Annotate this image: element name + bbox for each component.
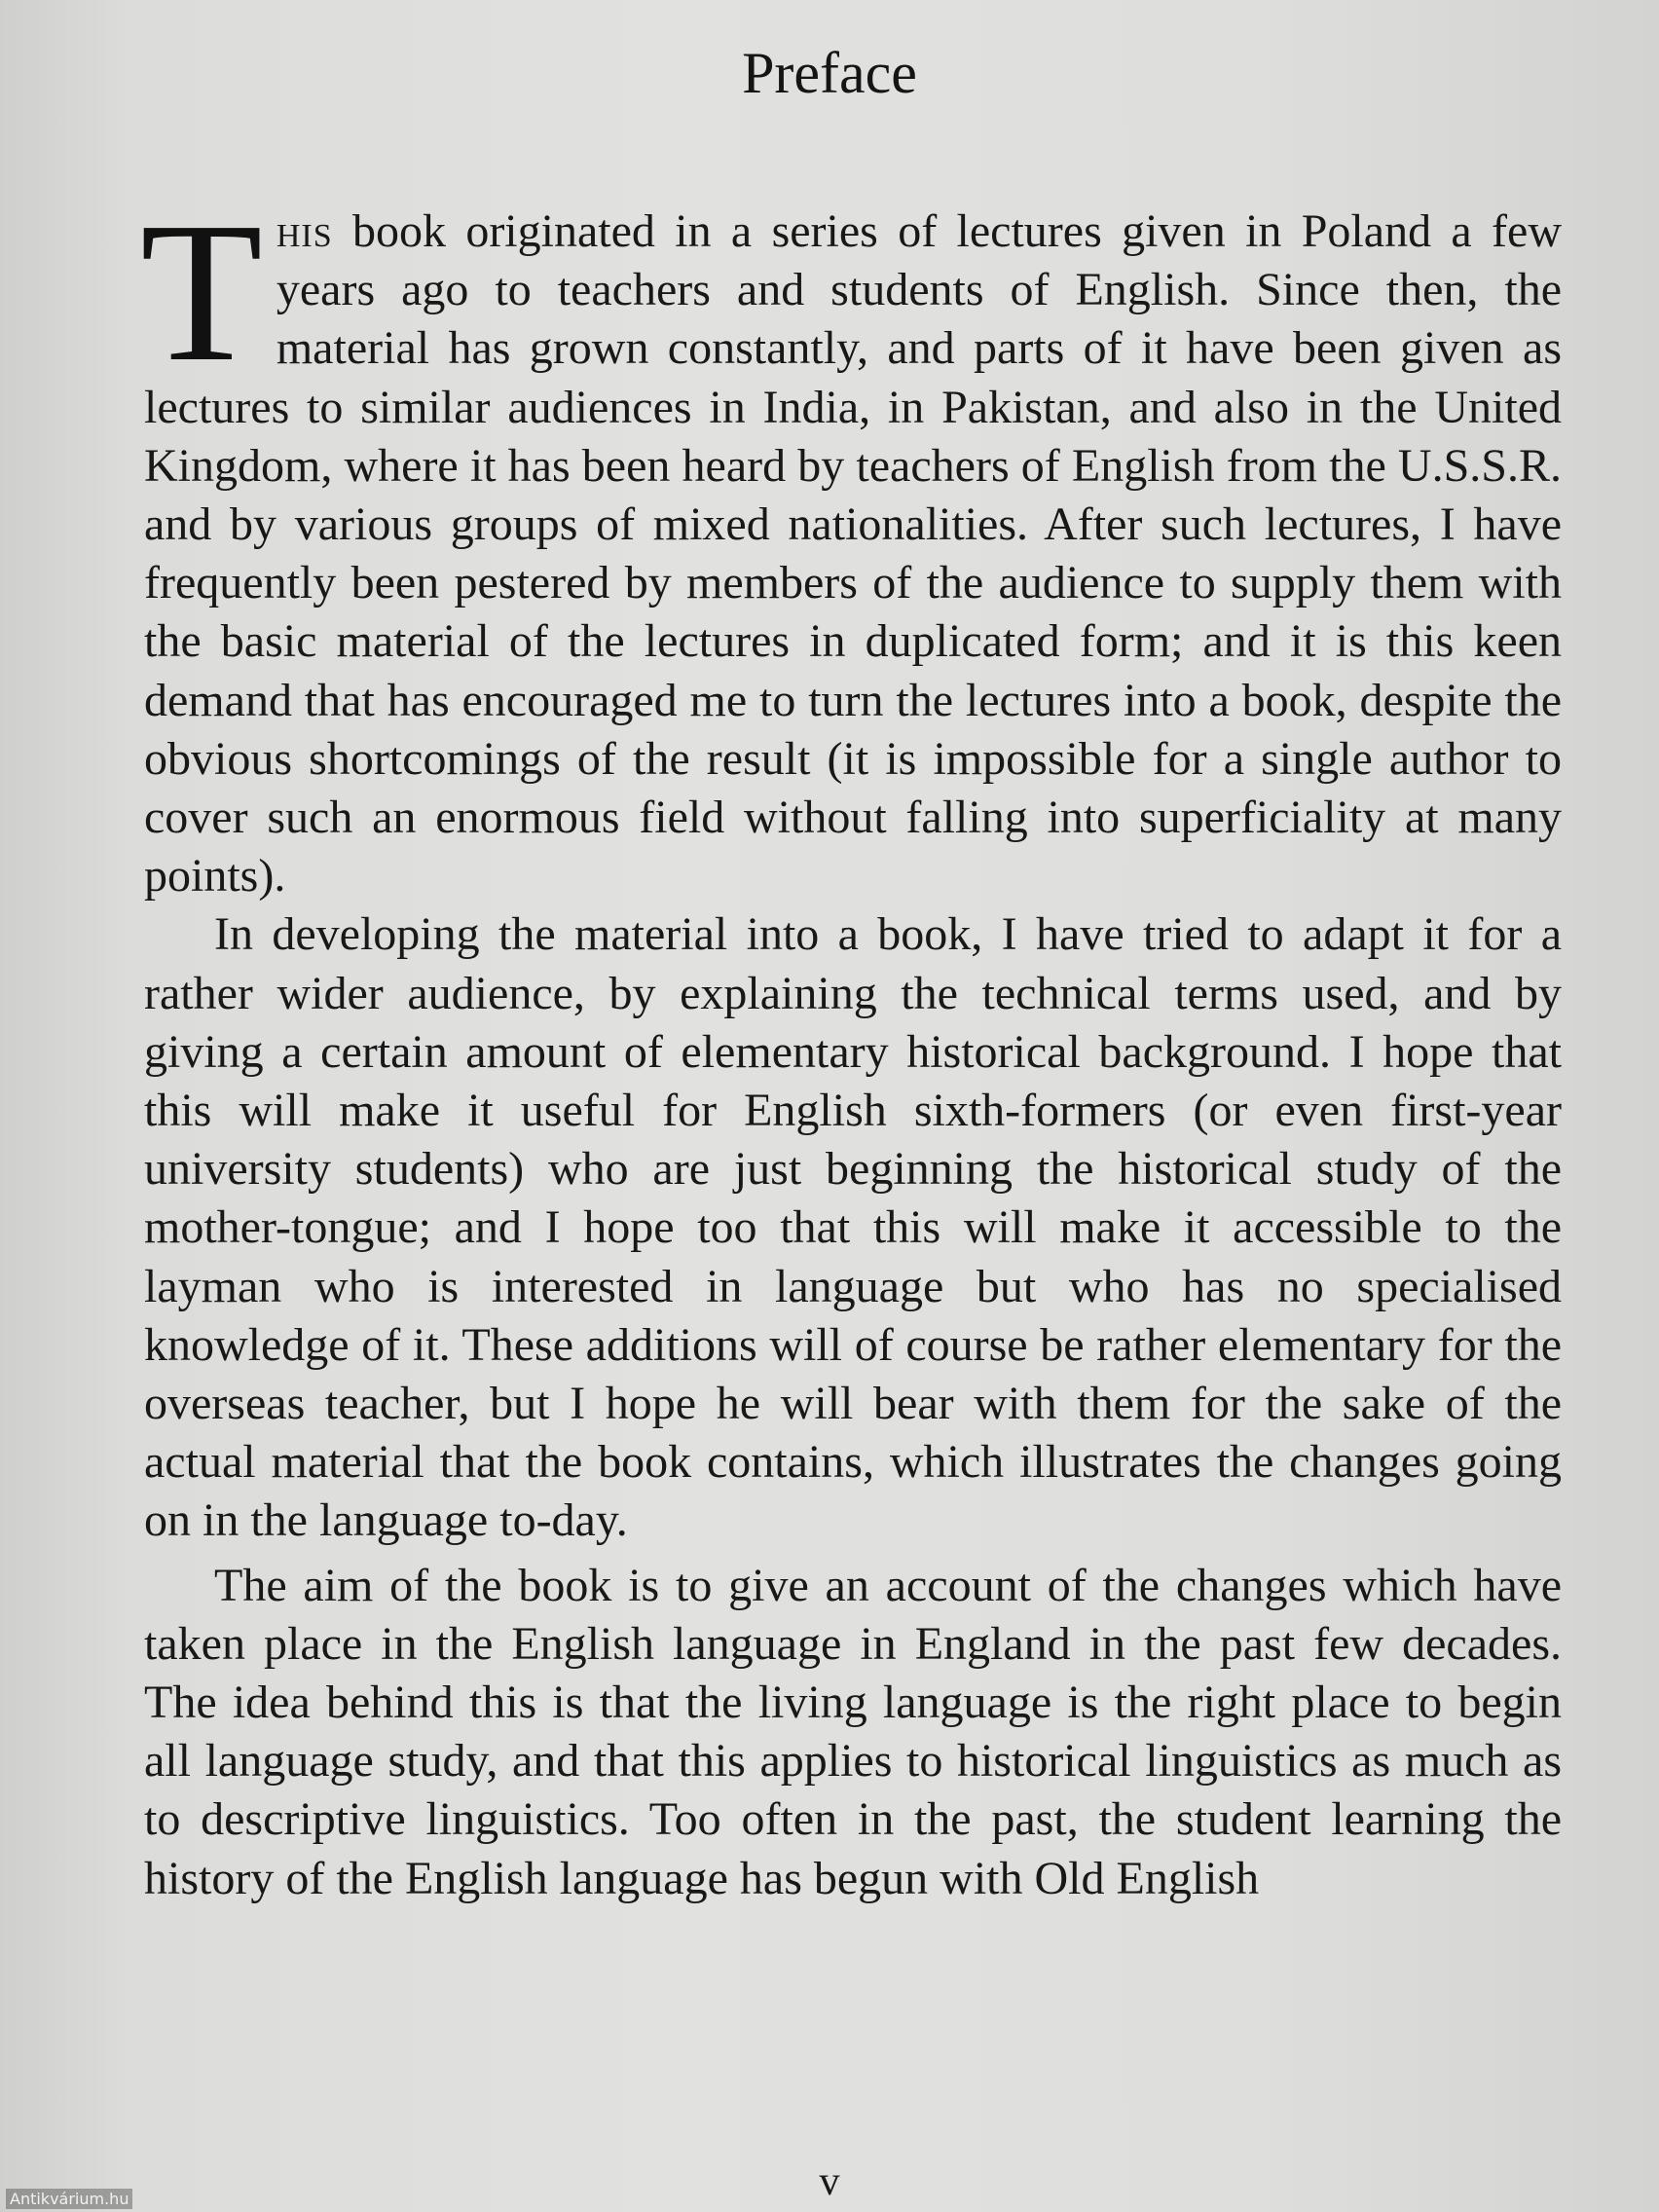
drop-cap: T <box>140 180 263 403</box>
paragraph-2: In developing the material into a book, I have tried to adapt it for a rather wider audience, by explaining the technical terms used, and by giving a certain amount of elementary historical background. I hope that this will make it useful for English sixth-formers (or even first-year university students) who are just beginning the historical study of the mother-tongue; and I hope too that this will make it accessible to the layman who is interested in language but who has no specialised knowledge of it. These additions will of course be rather elementary for the overseas teacher, but I hope he will bear with them for the sake of the actual material that the book contains, which illustrates the changes going on in the language to-day. <box>144 908 1562 1547</box>
page-title: Preface <box>742 41 917 105</box>
paragraph-3: The aim of the book is to give an account of the changes which have taken place in the English language in England in the past few decades. The idea behind this is that the living language is the right place to begin all language study, and that this applies to historical linguistics as much as to descriptive linguistics. Too often in the past, the student learning the history of the English language has begun with Old English <box>144 1559 1562 1904</box>
preface-body <box>140 180 1563 1908</box>
page-number: v <box>819 2159 840 2204</box>
watermark: Antikvárium.hu <box>6 2189 132 2209</box>
paragraph-1-text: book originated in a series of lectures given in Poland a few years ago to teachers and students of English. Since then, the material has grown constantly, and parts of it have been given as lectures to similar audiences in India, in Pakistan, and also in the United Kingdom, where it has been heard by teachers of English from the U.S.S.R. and by various groups of mixed nationalities. After such lectures, I have frequently been pestered by members of the audience to supply them with the basic material of the lectures in duplicated form; and it is this keen demand that has encouraged me to turn the lectures into a book, despite the obvious shortcomings of the result (it is impossible for a single author to cover such an enormous field without falling into superficiality at many points). <box>144 205 1563 903</box>
paragraph-1 <box>140 180 1563 905</box>
small-caps-opening: his <box>276 205 333 257</box>
